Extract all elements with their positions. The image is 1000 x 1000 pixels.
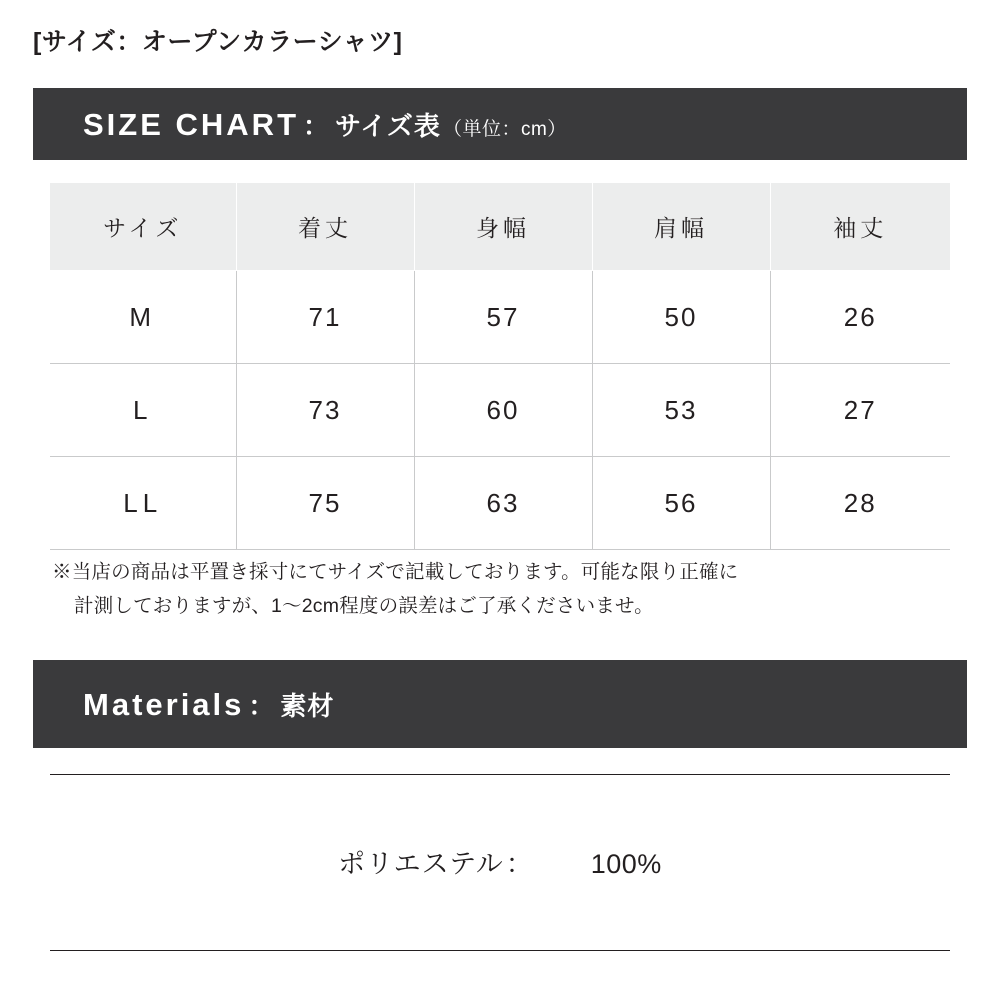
- table-header-row: [50, 183, 950, 271]
- table-cell-shoulder: 50: [592, 271, 770, 364]
- table-cell-sleeve: 28: [770, 457, 950, 550]
- size-table: [50, 183, 950, 550]
- materials-banner-colon: ：: [248, 690, 275, 721]
- materials-banner-sub: 素材: [280, 690, 335, 721]
- measurement-note-line1: ※当店の商品は平置き採寸にてサイズで記載しております。可能な限り正確に: [52, 561, 739, 583]
- table-cell-width: 63: [414, 457, 592, 550]
- table-cell-sleeve: 26: [770, 271, 950, 364]
- table-cell-width: 60: [414, 364, 592, 457]
- table-row: [50, 457, 950, 550]
- table-cell-sleeve: 27: [770, 364, 950, 457]
- table-cell-shoulder: 53: [592, 364, 770, 457]
- materials-divider-top: [50, 774, 950, 775]
- measurement-note-line2: 計測しておりますが、1〜2cm程度の誤差はご了承くださいませ。: [74, 594, 654, 617]
- table-cell-length: 75: [236, 457, 414, 550]
- page-title: [サイズ：オープンカラーシャツ]: [33, 28, 403, 56]
- size-chart-banner-sub: サイズ表: [335, 110, 441, 141]
- size-chart-banner-inner: [33, 106, 567, 143]
- table-header-cell: 袖丈: [770, 183, 950, 271]
- size-chart-banner: [33, 88, 967, 160]
- material-name: ポリエステル: [338, 849, 504, 879]
- material-row: [50, 842, 950, 881]
- materials-divider-bottom: [50, 950, 950, 951]
- table-row: [50, 364, 950, 457]
- material-value: 100%: [590, 849, 662, 879]
- table-cell-shoulder: 56: [592, 457, 770, 550]
- material-colon: ：: [505, 849, 533, 879]
- measurement-note: [52, 556, 957, 623]
- table-cell-width: 57: [414, 271, 592, 364]
- table-row: [50, 271, 950, 364]
- size-chart-banner-colon: ：: [303, 110, 330, 141]
- table-header-cell: 身幅: [414, 183, 592, 271]
- materials-banner-lead: Materials: [83, 686, 245, 722]
- table-cell-length: 73: [236, 364, 414, 457]
- table-cell-length: 71: [236, 271, 414, 364]
- table-header-cell: 着丈: [236, 183, 414, 271]
- materials-banner-inner: [33, 686, 334, 723]
- table-header-cell: 肩幅: [592, 183, 770, 271]
- table-header-cell: サイズ: [50, 183, 236, 271]
- table-cell-size: M: [50, 271, 236, 364]
- size-chart-banner-lead: SIZE CHART: [83, 106, 299, 142]
- table-cell-size: LL: [50, 457, 236, 550]
- table-cell-size: L: [50, 364, 236, 457]
- size-chart-banner-unit: （単位：cm）: [442, 118, 567, 140]
- materials-banner: [33, 660, 967, 748]
